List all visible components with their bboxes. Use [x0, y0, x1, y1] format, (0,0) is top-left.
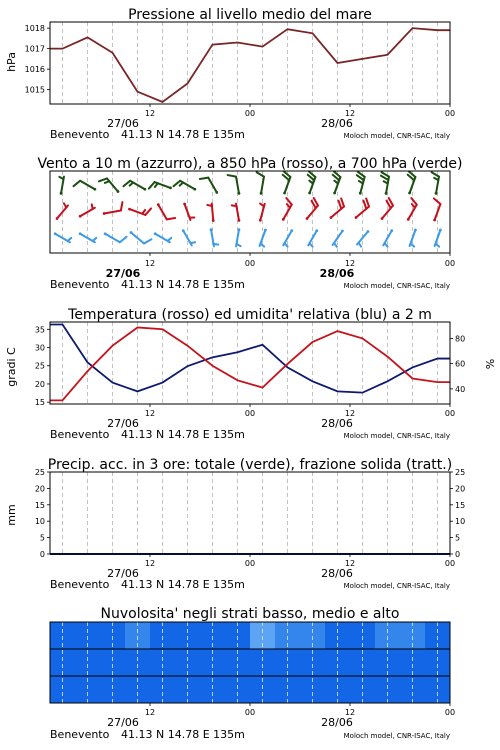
wind-barb-850hpa [381, 198, 393, 220]
y-tick-label-right: 5 [455, 533, 461, 543]
wind-barb-10m [79, 232, 97, 242]
pressure-panel [0, 0, 500, 145]
location-name: Benevento [50, 278, 110, 291]
location-name: Benevento [50, 578, 110, 591]
x-tick-label: 12 [144, 409, 156, 418]
wind-barb-850hpa [259, 204, 265, 222]
x-tick-label: 00 [244, 708, 256, 717]
location-name: Benevento [50, 428, 110, 441]
wind-barb-10m [236, 228, 241, 246]
x-tick-label: 12 [344, 559, 356, 568]
date-label: 28/06 [321, 117, 353, 130]
x-tick-label: 12 [144, 259, 156, 268]
wind-barb-700hpa [408, 171, 416, 194]
plot-frame [50, 472, 450, 554]
date-label: 28/06 [319, 267, 355, 280]
model-credit: Moloch model, CNR-ISAC, Italy [343, 432, 450, 440]
wind-title: Vento a 10 m (azzurro), a 850 hPa (rosso), a 700 hPa (verde) [37, 156, 463, 172]
x-tick-label: 00 [444, 259, 456, 268]
wind-barb-10m [154, 232, 172, 242]
x-tick-label: 12 [344, 259, 356, 268]
location-coords: 41.13 N 14.78 E 135m [121, 728, 245, 741]
wind-barb-700hpa [257, 172, 264, 194]
y-tick-label: 1018 [24, 24, 45, 34]
plot-frame [50, 322, 450, 404]
x-tick-label: 00 [244, 409, 256, 418]
y-tick-label: 25 [34, 361, 45, 371]
date-label: 28/06 [321, 716, 353, 729]
y-tick-label-right: 40 [455, 384, 466, 394]
wind-barb-850hpa [306, 198, 318, 220]
y-tick-label: 10 [34, 517, 45, 527]
location-coords: 41.13 N 14.78 E 135m [121, 278, 245, 291]
precipitation-ylabel: mm [5, 504, 18, 526]
wind-barb-700hpa [432, 172, 439, 194]
cloud-title: Nuvolosita' negli strati basso, medio e alto [100, 606, 400, 622]
wind-barb-10m [182, 229, 195, 245]
y-tick-label-right: 60 [455, 359, 466, 369]
wind-plot [50, 171, 455, 268]
wind-barb-10m [308, 229, 318, 247]
y-tick-label: 1017 [24, 44, 45, 54]
wind-barb-850hpa [330, 198, 344, 218]
wind-barb-850hpa [355, 198, 369, 218]
wind-barb-850hpa [157, 203, 175, 219]
y-tick-label-right: 15 [455, 500, 466, 510]
y-tick-label: 15 [34, 500, 45, 510]
wind-barb-10m [260, 229, 267, 247]
y-tick-label: 30 [34, 343, 45, 353]
y-tick-label: 15 [34, 398, 45, 408]
date-label: 27/06 [107, 117, 139, 130]
y-tick-label-right: 20 [455, 484, 466, 494]
wind-barb-700hpa [124, 181, 147, 191]
wind-barb-850hpa [407, 198, 417, 221]
wind-barb-850hpa [79, 204, 95, 217]
x-tick-label: 12 [344, 708, 356, 717]
x-tick-label: 00 [444, 109, 456, 118]
x-tick-label: 00 [244, 109, 256, 118]
wind-barb-700hpa [149, 182, 172, 189]
wind-barb-700hpa [283, 171, 291, 194]
wind-barb-10m [130, 231, 152, 243]
location-name: Benevento [50, 728, 110, 741]
pressure-ylabel: hPa [5, 52, 18, 72]
wind-barb-850hpa [232, 204, 241, 222]
y-tick-label: 25 [34, 468, 45, 477]
wind-barb-10m [357, 230, 369, 247]
temperature-ylabel: gradi C [5, 347, 18, 387]
wind-barb-10m [333, 230, 344, 247]
wind-barb-700hpa [59, 177, 64, 195]
x-tick-label: 00 [444, 559, 456, 568]
temperature-panel [0, 300, 500, 445]
wind-panel [0, 150, 500, 295]
precipitation-title: Precip. acc. in 3 ore: totale (verde), frazione solida (tratt.) [47, 457, 453, 473]
wind-barb-700hpa [200, 178, 218, 194]
wind-barb-10m [210, 228, 219, 246]
date-label: 27/06 [105, 267, 141, 280]
y-tick-label: 1016 [24, 65, 45, 75]
cloud-panel [0, 600, 500, 750]
temperature-line [50, 327, 450, 400]
y-tick-label: 1015 [24, 85, 45, 95]
model-credit: Moloch model, CNR-ISAC, Italy [343, 732, 450, 740]
y-tick-label-right: 0 [455, 550, 461, 559]
location-name: Benevento [50, 128, 110, 141]
temperature-plot [35, 322, 465, 418]
date-label: 28/06 [321, 417, 353, 430]
wind-barb-700hpa [357, 172, 365, 195]
x-tick-label: 12 [144, 559, 156, 568]
wind-barb-10m [54, 232, 72, 242]
wind-barb-700hpa [308, 171, 316, 194]
y-tick-label: 5 [39, 533, 45, 543]
temperature-title: Temperatura (rosso) ed umidita' relativa (blu) a 2 m [68, 307, 432, 323]
date-label: 27/06 [107, 417, 139, 430]
date-label: 27/06 [107, 567, 139, 580]
wind-barb-700hpa [74, 181, 97, 191]
wind-barb-850hpa [207, 204, 214, 222]
date-label: 28/06 [321, 567, 353, 580]
model-credit: Moloch model, CNR-ISAC, Italy [343, 582, 450, 590]
pressure-line [50, 28, 450, 102]
location-coords: 41.13 N 14.78 E 135m [121, 428, 245, 441]
x-tick-label: 12 [344, 109, 356, 118]
wind-barb-700hpa [174, 181, 197, 191]
wind-barb-700hpa [333, 171, 341, 194]
humidity-ylabel: % [483, 358, 496, 370]
x-tick-label: 00 [244, 559, 256, 568]
wind-barb-700hpa [99, 178, 119, 192]
date-label: 27/06 [107, 716, 139, 729]
x-tick-label: 00 [444, 708, 456, 717]
plot-frame [50, 22, 450, 104]
wind-barb-700hpa [228, 175, 241, 195]
y-tick-label: 20 [34, 379, 45, 389]
location-coords: 41.13 N 14.78 E 135m [121, 578, 245, 591]
precipitation-plot [35, 468, 465, 568]
cloud-plot [50, 622, 455, 717]
location-coords: 41.13 N 14.78 E 135m [121, 128, 245, 141]
wind-barb-850hpa [433, 198, 440, 221]
wind-barb-10m [283, 229, 293, 247]
wind-barb-700hpa [381, 172, 389, 194]
wind-barb-850hpa [128, 208, 151, 215]
y-tick-label-right: 10 [455, 517, 466, 527]
x-tick-label: 12 [344, 409, 356, 418]
y-tick-label: 0 [39, 550, 45, 559]
x-tick-label: 12 [144, 109, 156, 118]
y-tick-label-right: 80 [455, 334, 466, 344]
precipitation-panel [0, 450, 500, 595]
wind-barb-850hpa [183, 203, 194, 220]
wind-barb-10m [104, 232, 127, 242]
y-tick-label-right: 25 [455, 468, 466, 477]
model-credit: Moloch model, CNR-ISAC, Italy [343, 282, 450, 290]
x-tick-label: 00 [244, 259, 256, 268]
wind-barb-10m [435, 229, 442, 247]
x-tick-label: 00 [444, 409, 456, 418]
model-credit: Moloch model, CNR-ISAC, Italy [343, 132, 450, 140]
pressure-title: Pressione al livello medio del mare [128, 7, 372, 23]
pressure-plot [25, 22, 455, 118]
y-tick-label: 35 [34, 325, 45, 335]
wind-barb-10m [410, 229, 417, 247]
wind-barb-850hpa [56, 203, 68, 220]
wind-barb-10m [383, 229, 393, 247]
wind-barb-850hpa [282, 198, 292, 221]
x-tick-label: 12 [144, 708, 156, 717]
y-tick-label: 20 [34, 484, 45, 494]
